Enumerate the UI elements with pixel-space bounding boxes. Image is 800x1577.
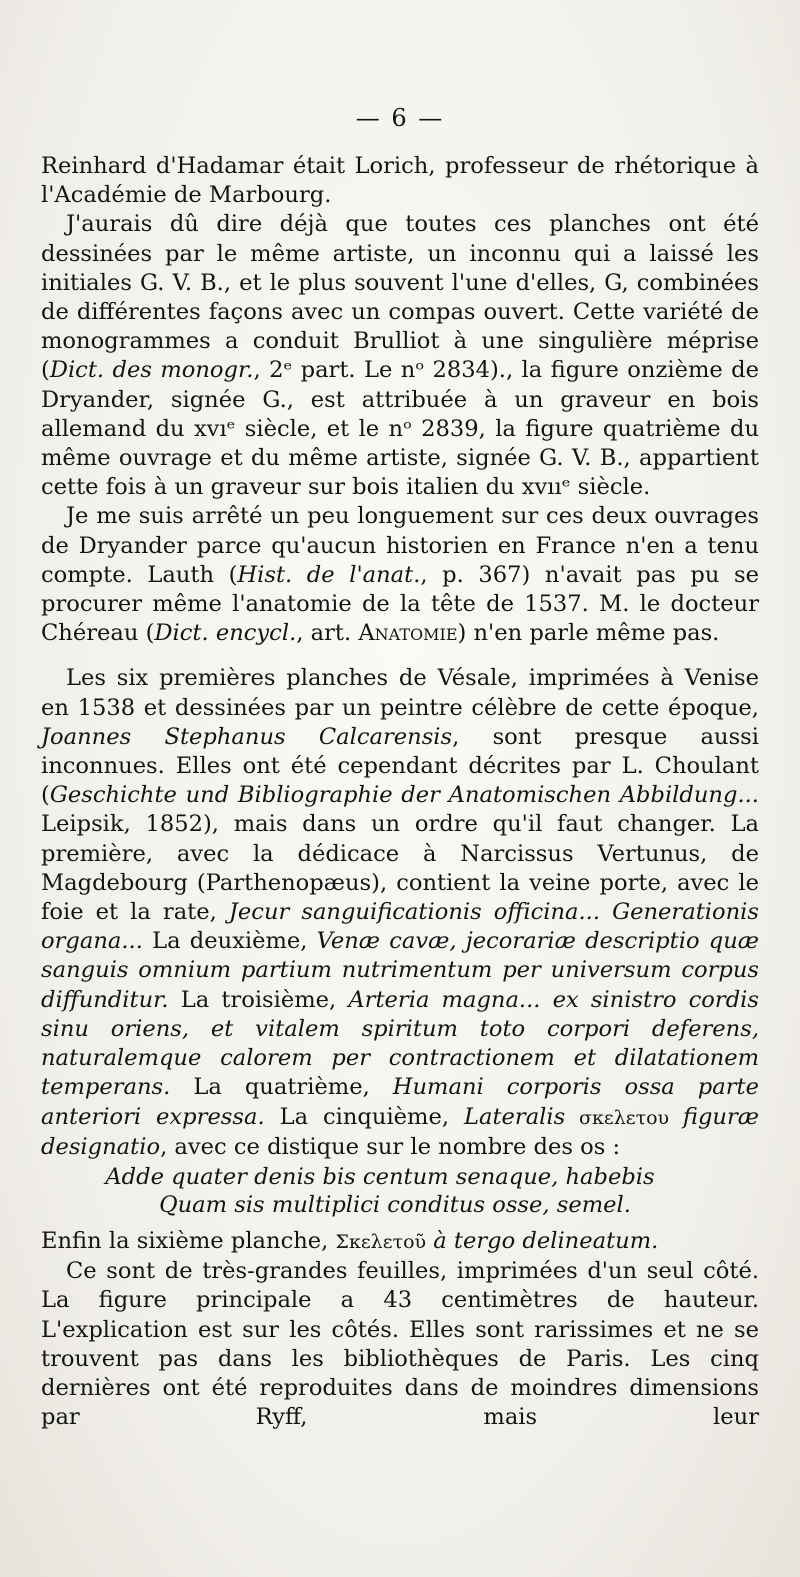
text-run: Les six premières planches de Vésale, imprimées à Venise en 1538 et dessinées par un peintre célèbre de cette époque, [41,665,759,721]
page-number: — 6 — [355,104,445,132]
text-run: Leipsik, 1852), mais dans un ordre qu'il faut changer. La première, avec la dédicace à Narcissus Vertunus, de Magdebourg (Parthenopæus), contient la veine porte, avec le foie et la rate, [41,811,759,926]
italic-citation: Dict. des monogr. [49,357,254,384]
greek-word: Σκελετοῦ [335,1230,427,1253]
text-run: , 2ᵉ part. Le nᵒ 2834)., la figure onzième de Dryander, signée G., est attribuée à un graveur en bois allemand du xvıᵉ siècle, et le nᵒ 2839, la figure quatrième du même ouvrage et du même artiste, signée G. V. B., appartient cette fois à un graveur sur bois italien du xvııᵉ siècle. [41,357,759,501]
text-run: La deuxième, [142,928,317,955]
italic-citation: Hist. de l'anat. [237,561,421,588]
italic-latin: Lateralis [463,1103,566,1130]
text-run: Je me suis arrêté un peu longuement sur ces deux ouvrages de Dryander parce qu'aucun historien en France n'en a tenu compte. Lauth ( [41,503,759,588]
italic-latin: à tergo delineatum. [426,1227,659,1254]
italic-latin: figuræ designatio [41,1103,760,1160]
italic-citation: Geschichte und Bibliographie der Anatomischen Abbildung... [49,782,759,809]
text-run: ) n'en parle même pas. [457,620,720,647]
text-run: , art. [296,620,359,647]
paragraph-dryander [41,502,759,648]
small-caps-term: Anatomie [358,620,458,647]
text-run: , sont presque aussi inconnues. Elles ont été cependant décrites par L. Choulant ( [41,723,759,809]
paragraph-continuation: Reinhard d'Hadamar était Lorich, professeur de rhétorique à l'Académie de Marbourg. [41,153,759,209]
italic-latin: Jecur sanguificationis officina... Generationis organa... [41,899,759,955]
text-run: La cinquième, [264,1103,464,1130]
text-run: J'aurais dû dire déjà que toutes ces planches ont été dessinées par le même artiste, un inconnu qui a laissé les initiales G. V. B., et le plus souvent l'une d'elles, G, combinées de différentes façons avec un compas ouvert. Cette variété de monogrammes a conduit Brulliot à une singulière méprise ( [41,211,759,384]
text-run: , p. 367) n'avait pas pu se procurer même l'anatomie de la tête de 1537. M. le docteur Chéreau ( [41,561,759,647]
text-run: La troisième, [168,986,349,1013]
paragraph-sixieme-planche [41,1227,759,1257]
greek-word: σκελετου [565,1106,683,1129]
latin-distich [41,1163,759,1219]
verse-line: Quam sis multiplici conditus osse, semel. [159,1191,631,1218]
italic-citation: Dict. encycl. [154,620,297,647]
text-run: Enfin la sixième planche, [41,1227,336,1254]
italic-latin: Arteria magna... ex sinistro cordis sinu oriens, et vitalem spiritum toto corpori deferens, naturalemque calorem per contractionem et dilatationem temperans. [41,986,759,1101]
verse-line: Adde quater denis bis centum senaque, habebis [105,1163,655,1190]
page-body [41,152,759,1432]
paragraph-vesale [41,664,759,1161]
italic-name: Joannes Stephanus Calcarensis [41,723,453,750]
text-run: , avec ce distique sur le nombre des os : [160,1133,621,1160]
italic-latin: Venæ cavæ, jecorariæ descriptio quæ sanguis omnium partium nutrimentum per universum corpus diffunditur. [41,928,759,1013]
text-run: La quatrième, [170,1074,393,1101]
paragraph-feuilles: Ce sont de très-grandes feuilles, imprimées d'un seul côté. La figure principale a 43 centimètres de hauteur. L'explication est sur les côtés. Elles sont rarissimes et ne se trouvent pas dans les bibliothèques de Paris. Les cinq dernières ont été reproduites dans de moindres dimensions par Ryff, mais leur [41,1258,759,1431]
italic-latin: Humani corporis ossa parte anteriori expressa. [41,1074,759,1130]
paragraph-planches-artiste [41,210,759,502]
